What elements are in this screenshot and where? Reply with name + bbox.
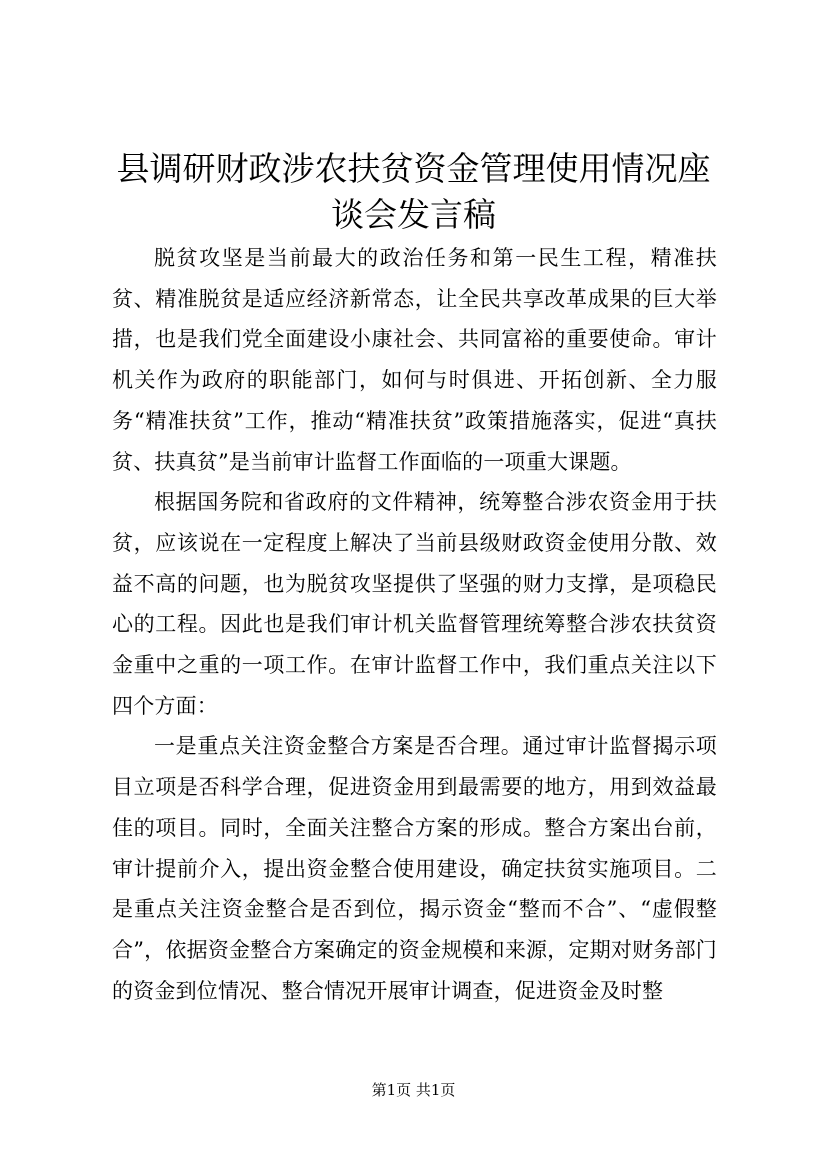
document-title: 县调研财政涉农扶贫资金管理使用情况座谈会发言稿 bbox=[116, 149, 711, 234]
paragraph-3: 一是重点关注资金整合方案是否合理。通过审计监督揭示项目立项是否科学合理，促进资金用到最需要的地方，用到效益最佳的项目。同时，全面关注整合方案的形成。整合方案出台前，审计提前介入，提出资金整合使用建设，确定扶贫实施项目。二是重点关注资金整合是否到位，揭示资金“整而不合”、“虚假整合”，依据资金整合方案确定的资金规模和来源，定期对财务部门的资金到位情况、整合情况开展审计调查，促进资金及时整 bbox=[112, 734, 717, 1003]
document-body bbox=[112, 238, 717, 1011]
paragraph-2: 根据国务院和省政府的文件精神，统筹整合涉农资金用于扶贫，应该说在一定程度上解决了当前县级财政资金使用分散、效益不高的问题，也为脱贫攻坚提供了坚强的财力支撑，是项稳民心的工程。因此也是我们审计机关监督管理统筹整合涉农扶贫资金重中之重的一项工作。在审计监督工作中，我们重点关注以下四个方面： bbox=[112, 490, 717, 718]
page-footer: 第1页 共1页 bbox=[371, 1081, 456, 1099]
paragraph-1: 脱贫攻坚是当前最大的政治任务和第一民生工程，精准扶贫、精准脱贫是适应经济新常态，让全民共享改革成果的巨大举措，也是我们党全面建设小康社会、共同富裕的重要使命。审计机关作为政府的职能部门，如何与时俱进、开拓创新、全力服务“精准扶贫”工作，推动“精准扶贫”政策措施落实，促进“真扶贫、扶真贫”是当前审计监督工作面临的一项重大课题。 bbox=[112, 246, 717, 474]
